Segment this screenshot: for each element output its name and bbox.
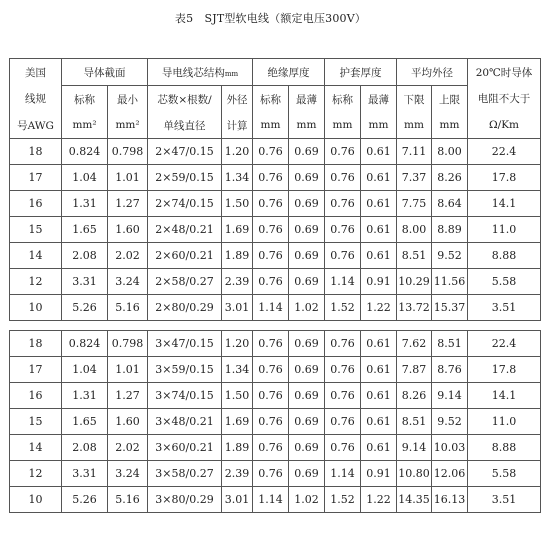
cell-structure: 3×59/0.15 [148,357,222,383]
table-body [10,59,541,513]
header-unit-mm2: mm² [108,112,148,139]
cell-structure: 2×80/0.29 [148,295,222,321]
cell-od-lower: 7.11 [397,139,432,165]
table-row [10,269,541,295]
cell-jac-thinnest: 1.22 [361,487,397,513]
cell-section-min: 2.02 [108,435,148,461]
table-row [10,461,541,487]
cell-awg: 18 [10,139,62,165]
header-ins-thinnest: 最薄 [289,86,325,113]
cell-ins-nominal: 0.76 [253,139,289,165]
cell-jac-thinnest: 0.61 [361,331,397,357]
header-jac-nominal: 标称 [325,86,361,113]
header-od-calc-line2: 计算 [222,112,253,139]
cell-ins-thinnest: 0.69 [289,461,325,487]
cell-awg: 14 [10,435,62,461]
cell-jac-thinnest: 0.61 [361,139,397,165]
cell-od-calc: 2.39 [222,461,253,487]
cell-section-min: 1.27 [108,383,148,409]
table-row [10,191,541,217]
header-lower: 下限 [397,86,432,113]
cell-od-calc: 3.01 [222,487,253,513]
cell-section-min: 2.02 [108,243,148,269]
cell-resistance: 22.4 [468,139,541,165]
cell-jac-thinnest: 0.61 [361,243,397,269]
group-separator [10,321,541,331]
cell-structure: 3×47/0.15 [148,331,222,357]
cell-section-min: 0.798 [108,331,148,357]
cell-od-calc: 1.69 [222,217,253,243]
cell-jac-thinnest: 0.61 [361,435,397,461]
cell-section-min: 1.60 [108,409,148,435]
cell-awg: 17 [10,357,62,383]
cell-jac-nominal: 0.76 [325,165,361,191]
header-row-3 [10,112,541,139]
cell-jac-nominal: 0.76 [325,139,361,165]
cell-resistance: 11.0 [468,409,541,435]
cell-od-upper: 8.64 [432,191,468,217]
separator-cell [10,321,541,331]
cell-section-nominal: 1.31 [62,191,108,217]
header-resistance-unit: Ω/Km [468,112,541,139]
cell-structure: 2×48/0.21 [148,217,222,243]
cell-section-min: 1.01 [108,357,148,383]
cell-section-min: 1.27 [108,191,148,217]
cell-ins-nominal: 1.14 [253,487,289,513]
cell-ins-nominal: 0.76 [253,165,289,191]
cell-od-upper: 8.26 [432,165,468,191]
cell-jac-thinnest: 1.22 [361,295,397,321]
header-unit-mm: mm [253,112,289,139]
header-awg-line2: 线规 [10,86,62,113]
cell-structure: 3×80/0.29 [148,487,222,513]
cell-od-lower: 9.14 [397,435,432,461]
cell-jac-thinnest: 0.61 [361,191,397,217]
cell-awg: 12 [10,269,62,295]
cell-section-min: 0.798 [108,139,148,165]
cell-structure: 3×60/0.21 [148,435,222,461]
cell-structure: 2×47/0.15 [148,139,222,165]
header-row-1 [10,59,541,86]
cell-od-lower: 8.00 [397,217,432,243]
cell-awg: 10 [10,295,62,321]
cell-ins-nominal: 0.76 [253,383,289,409]
cell-awg: 16 [10,191,62,217]
cell-ins-thinnest: 0.69 [289,331,325,357]
cell-ins-thinnest: 0.69 [289,409,325,435]
header-unit-mm: mm [289,112,325,139]
cell-od-upper: 16.13 [432,487,468,513]
cell-od-lower: 8.51 [397,409,432,435]
cell-section-nominal: 1.04 [62,357,108,383]
cell-resistance: 22.4 [468,331,541,357]
table-row [10,165,541,191]
cell-ins-thinnest: 0.69 [289,139,325,165]
cell-ins-thinnest: 0.69 [289,357,325,383]
cell-jac-nominal: 0.76 [325,191,361,217]
cell-structure: 3×58/0.27 [148,461,222,487]
cell-ins-nominal: 0.76 [253,191,289,217]
cell-section-nominal: 0.824 [62,139,108,165]
header-structure-line1: 芯数×根数/ [148,86,222,113]
cell-ins-nominal: 0.76 [253,409,289,435]
header-unit-mm: mm [432,112,468,139]
header-section-nominal: 标称 [62,86,108,113]
table-row [10,295,541,321]
table-row [10,487,541,513]
cell-jac-nominal: 1.52 [325,487,361,513]
cell-ins-thinnest: 0.69 [289,383,325,409]
cell-od-lower: 7.87 [397,357,432,383]
cell-ins-thinnest: 0.69 [289,269,325,295]
cell-od-lower: 7.62 [397,331,432,357]
cell-ins-nominal: 0.76 [253,269,289,295]
cell-section-nominal: 3.31 [62,269,108,295]
table-row [10,139,541,165]
table-row [10,435,541,461]
cell-ins-thinnest: 0.69 [289,191,325,217]
header-jac-thinnest: 最薄 [361,86,397,113]
cell-od-calc: 1.89 [222,435,253,461]
cell-resistance: 11.0 [468,217,541,243]
table-row [10,331,541,357]
cell-section-nominal: 1.65 [62,217,108,243]
cell-od-calc: 1.20 [222,139,253,165]
cell-resistance: 14.1 [468,191,541,217]
cell-od-upper: 9.52 [432,243,468,269]
cell-structure: 2×60/0.21 [148,243,222,269]
cell-section-nominal: 3.31 [62,461,108,487]
cell-ins-nominal: 0.76 [253,461,289,487]
cell-structure: 2×59/0.15 [148,165,222,191]
header-structure: 导电线芯结构mm [148,59,253,86]
cell-od-calc: 2.39 [222,269,253,295]
cell-section-nominal: 5.26 [62,295,108,321]
header-avg-od: 平均外径 [397,59,468,86]
cell-od-lower: 10.80 [397,461,432,487]
cell-resistance: 17.8 [468,357,541,383]
cell-section-nominal: 1.65 [62,409,108,435]
header-section: 导体截面 [62,59,148,86]
cell-od-lower: 14.35 [397,487,432,513]
cell-section-min: 1.01 [108,165,148,191]
header-awg-line1: 美国 [10,59,62,86]
header-unit-mm2: mm² [62,112,108,139]
cell-jac-nominal: 0.76 [325,357,361,383]
cell-od-lower: 7.37 [397,165,432,191]
cell-od-calc: 1.69 [222,409,253,435]
cell-section-min: 3.24 [108,461,148,487]
cell-awg: 15 [10,217,62,243]
cell-od-upper: 9.14 [432,383,468,409]
header-unit-mm: mm [325,112,361,139]
cell-jac-nominal: 1.14 [325,269,361,295]
cell-section-nominal: 1.31 [62,383,108,409]
table-row [10,217,541,243]
cell-jac-thinnest: 0.61 [361,383,397,409]
cell-od-lower: 13.72 [397,295,432,321]
cell-ins-thinnest: 0.69 [289,165,325,191]
cell-jac-thinnest: 0.61 [361,217,397,243]
cell-awg: 14 [10,243,62,269]
cell-ins-thinnest: 1.02 [289,487,325,513]
cell-od-calc: 1.20 [222,331,253,357]
cell-ins-nominal: 0.76 [253,331,289,357]
cell-jac-thinnest: 0.91 [361,269,397,295]
cell-resistance: 8.88 [468,435,541,461]
cell-ins-thinnest: 1.02 [289,295,325,321]
header-row-2 [10,86,541,113]
cell-awg: 17 [10,165,62,191]
table-row [10,243,541,269]
header-structure-line2: 单线直径 [148,112,222,139]
cell-ins-nominal: 0.76 [253,217,289,243]
cell-od-upper: 10.03 [432,435,468,461]
cell-od-upper: 8.89 [432,217,468,243]
cell-jac-thinnest: 0.61 [361,357,397,383]
cell-section-min: 3.24 [108,269,148,295]
cell-ins-thinnest: 0.69 [289,217,325,243]
table-row [10,383,541,409]
cell-awg: 12 [10,461,62,487]
cell-ins-thinnest: 0.69 [289,243,325,269]
cell-jac-thinnest: 0.61 [361,165,397,191]
cell-od-upper: 8.00 [432,139,468,165]
table-row [10,357,541,383]
cell-section-nominal: 2.08 [62,435,108,461]
cell-od-calc: 1.50 [222,383,253,409]
header-upper: 上限 [432,86,468,113]
header-insulation: 绝缘厚度 [253,59,325,86]
cell-section-min: 1.60 [108,217,148,243]
header-resistance-line1: 20℃时导体 [468,59,541,86]
cell-od-lower: 7.75 [397,191,432,217]
cell-jac-thinnest: 0.91 [361,461,397,487]
cell-od-upper: 11.56 [432,269,468,295]
cell-structure: 3×74/0.15 [148,383,222,409]
cell-od-calc: 3.01 [222,295,253,321]
header-od-calc-line1: 外径 [222,86,253,113]
header-jacket: 护套厚度 [325,59,397,86]
header-resistance-line2: 电阻不大于 [468,86,541,113]
cell-ins-nominal: 1.14 [253,295,289,321]
cell-jac-nominal: 0.76 [325,435,361,461]
cell-ins-nominal: 0.76 [253,357,289,383]
header-awg-line3: 号AWG [10,112,62,139]
cell-jac-thinnest: 0.61 [361,409,397,435]
cell-jac-nominal: 0.76 [325,331,361,357]
cell-jac-nominal: 1.14 [325,461,361,487]
cell-od-lower: 10.29 [397,269,432,295]
cell-resistance: 17.8 [468,165,541,191]
table-row [10,409,541,435]
cell-od-upper: 8.76 [432,357,468,383]
header-unit-mm: mm [361,112,397,139]
cell-od-calc: 1.50 [222,191,253,217]
cell-jac-nominal: 1.52 [325,295,361,321]
cell-section-min: 5.16 [108,295,148,321]
cell-jac-nominal: 0.76 [325,409,361,435]
cell-resistance: 8.88 [468,243,541,269]
cell-structure: 2×74/0.15 [148,191,222,217]
header-section-min: 最小 [108,86,148,113]
cell-section-min: 5.16 [108,487,148,513]
cell-od-calc: 1.34 [222,357,253,383]
cell-od-calc: 1.34 [222,165,253,191]
cell-section-nominal: 2.08 [62,243,108,269]
cell-awg: 16 [10,383,62,409]
cell-resistance: 5.58 [468,461,541,487]
cell-od-calc: 1.89 [222,243,253,269]
cell-resistance: 3.51 [468,295,541,321]
cell-ins-thinnest: 0.69 [289,435,325,461]
cell-awg: 15 [10,409,62,435]
cell-awg: 10 [10,487,62,513]
cell-structure: 3×48/0.21 [148,409,222,435]
cell-structure: 2×58/0.27 [148,269,222,295]
cell-resistance: 14.1 [468,383,541,409]
cell-od-lower: 8.26 [397,383,432,409]
cell-jac-nominal: 0.76 [325,383,361,409]
header-ins-nominal: 标称 [253,86,289,113]
cable-spec-table [9,58,541,513]
cell-od-lower: 8.51 [397,243,432,269]
cell-awg: 18 [10,331,62,357]
cell-od-upper: 9.52 [432,409,468,435]
cell-od-upper: 8.51 [432,331,468,357]
cell-jac-nominal: 0.76 [325,243,361,269]
cell-jac-nominal: 0.76 [325,217,361,243]
cell-section-nominal: 5.26 [62,487,108,513]
header-unit-mm: mm [397,112,432,139]
cell-od-upper: 15.37 [432,295,468,321]
cell-ins-nominal: 0.76 [253,243,289,269]
table-title: 表5 SJT型软电线（额定电压300V） [174,12,367,25]
cell-resistance: 5.58 [468,269,541,295]
cell-od-upper: 12.06 [432,461,468,487]
cell-ins-nominal: 0.76 [253,435,289,461]
cell-resistance: 3.51 [468,487,541,513]
cell-section-nominal: 1.04 [62,165,108,191]
cell-section-nominal: 0.824 [62,331,108,357]
